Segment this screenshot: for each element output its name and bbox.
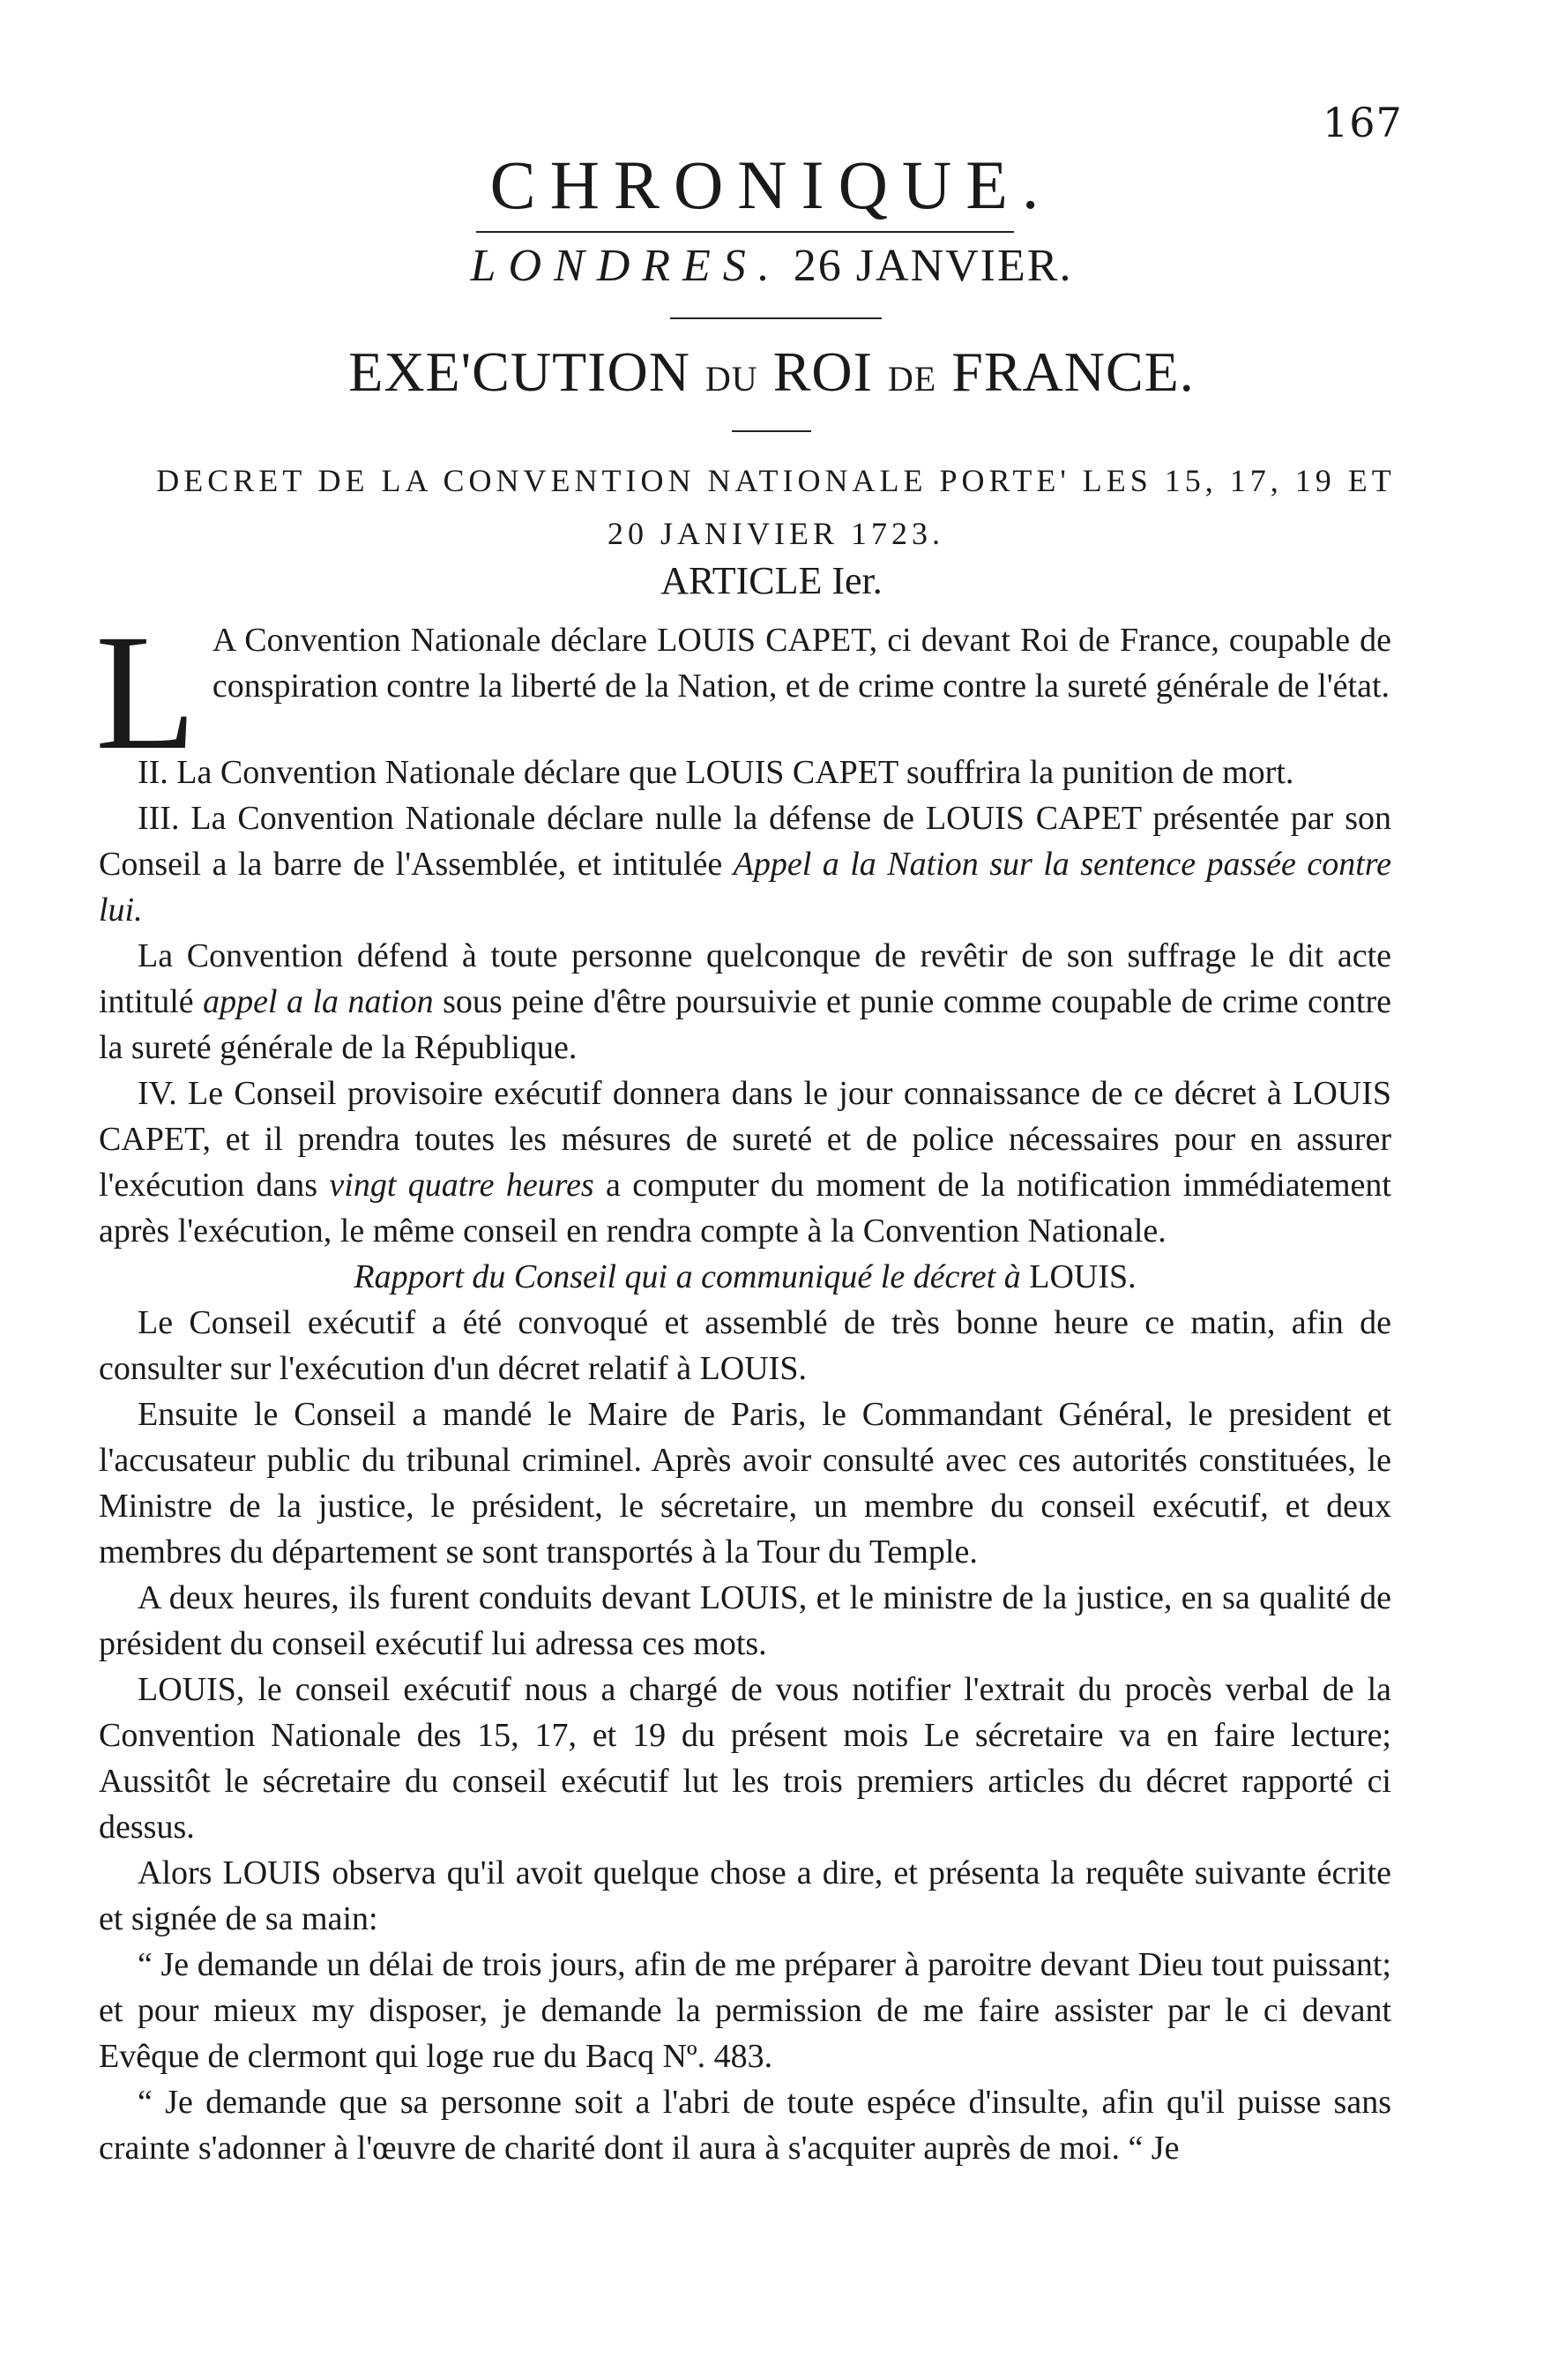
dateline — [0, 240, 1543, 292]
dateline-city: LONDRES. — [470, 241, 782, 291]
paragraph-defend — [99, 933, 1391, 1071]
drop-cap: L — [95, 600, 197, 784]
paragraph: “ Je demande un délai de trois jours, afin de me préparer à paroitre devant Dieu tout puissant; et pour mieux my disposer, je demande la permission de me faire assister par le ci devant Evêque de clermont qui loge rue du Bacq Nº. 483. — [99, 1946, 1391, 2075]
page-number: 167 — [1323, 99, 1403, 146]
body-text — [99, 750, 1391, 2171]
article-2: II. La Convention Nationale déclare que LOUIS CAPET souffrira la punition de mort. — [138, 754, 1294, 791]
paragraph-defend-b: sous peine d'être poursuivie et punie comme coupable de crime contre la sureté générale de la République. — [99, 983, 1391, 1066]
paragraph: “ Je demande que sa personne soit a l'abri de toute espéce d'insulte, afin qu'il puisse sans crainte s'adonner à l'œuvre de charité dont il aura à s'acquiter auprès de moi. “ Je — [99, 2084, 1391, 2167]
article-1-text: A Convention Nationale déclare LOUIS CAPET, ci devant Roi de France, coupable de conspiration contre la liberté de la Nation, et de crime contre la sureté générale de l'état. — [212, 622, 1391, 705]
article-3-text: III. La Convention Nationale déclare nulle la défense de LOUIS CAPET présentée par son Conseil a la barre de l'Assemblée, et intitulée — [99, 800, 1391, 883]
headline-word-de: DE — [887, 359, 937, 399]
headline-word-3: FRANCE. — [951, 340, 1195, 403]
paragraph-defend-a: La Convention défend à toute personne quelconque de revêtir de son suffrage le dit acte intitulé — [99, 937, 1391, 1020]
rapport-heading-italic: Rapport du Conseil qui a communiqué le décret à — [354, 1258, 1021, 1295]
headline — [0, 339, 1543, 405]
article-4-b: a computer du moment de la notification immédiatement après l'exécution, le même conseil en rendra compte à la Convention Nationale. — [99, 1167, 1391, 1250]
paragraph: Ensuite le Conseil a mandé le Maire de Paris, le Commandant Général, le president et l'accusateur public du tribunal criminel. Après avoir consulté avec ces autorités constituées, le Ministre de la justice, le président, le sécretaire, un membre du conseil exécutif, et deux membres du département se sont transportés à la Tour du Temple. — [99, 1396, 1391, 1571]
paragraph: A deux heures, ils furent conduits devant LOUIS, et le ministre de la justice, en sa qualité de président du conseil exécutif lui adressa ces mots. — [99, 1579, 1391, 1662]
article-heading: ARTICLE Ier. — [660, 559, 883, 602]
headline-rule — [732, 430, 811, 432]
headline-word-du: DU — [704, 359, 758, 399]
decree-line-1: DECRET DE LA CONVENTION NATIONALE PORTE' LES 15, 17, 19 ET — [156, 463, 1396, 498]
paragraph-defend-italic: appel a la nation — [203, 983, 434, 1020]
headline-word-1: EXE'CUTION — [348, 340, 690, 403]
article-4-a: IV. Le Conseil provisoire exécutif donnera dans le jour connaissance de ce décret à LOUIS CAPET, et il prendra toutes les mésures de sureté et de police nécessaires pour en assurer l'exécution dans — [99, 1075, 1391, 1204]
section-title: CHRONIQUE. — [489, 146, 1054, 223]
rapport-heading-name: LOUIS. — [1029, 1258, 1137, 1295]
article-3-italic: Appel a la Nation sur la sentence passée contre lui. — [99, 846, 1391, 929]
dateline-rule — [670, 317, 882, 319]
decree-line-2: 20 JANIVIER 1723. — [608, 516, 944, 551]
title-rule — [476, 231, 1014, 233]
paragraph: LOUIS, le conseil exécutif nous a chargé de vous notifier l'extrait du procès verbal de la Convention Nationale des 15, 17, et 19 du présent mois Le sécretaire va en faire lecture; Aussitôt le sécretaire du conseil exécutif lut les trois premiers articles du décret rapporté ci dessus. — [99, 1671, 1391, 1846]
paragraph: Alors LOUIS observa qu'il avoit quelque chose a dire, et présenta la requête suivante écrite et signée de sa main: — [99, 1854, 1391, 1937]
dateline-date: 26 JANVIER. — [793, 241, 1073, 291]
article-4-italic: vingt quatre heures — [329, 1167, 594, 1204]
headline-word-2: ROI — [772, 340, 873, 403]
decree-heading — [132, 454, 1420, 560]
article-4 — [99, 1071, 1391, 1254]
rapport-heading — [99, 1254, 1391, 1300]
article-3 — [99, 795, 1391, 933]
paragraph: Le Conseil exécutif a été convoqué et assemblé de très bonne heure ce matin, afin de consulter sur l'exécution d'un décret relatif à LOUIS. — [99, 1304, 1391, 1387]
